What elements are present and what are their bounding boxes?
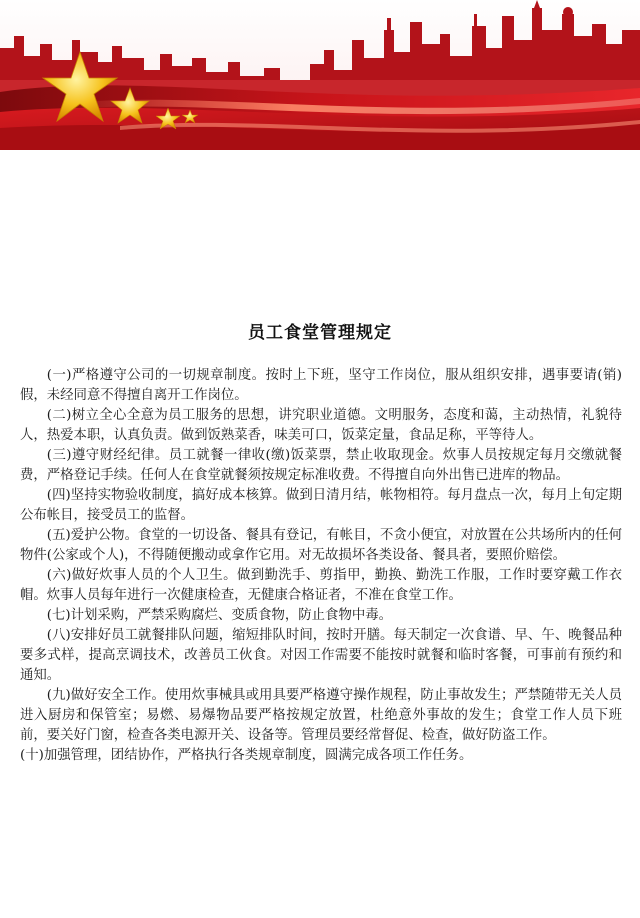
regulation-item-7: (七)计划采购，严禁采购腐烂、变质食物，防止食物中毒。 bbox=[46, 608, 393, 623]
regulation-item-6: (六)做好炊事人员的个人卫生。做到勤洗手、剪指甲，勤换、勤洗工作服，工作时要穿戴工作衣帽。炊事人员每年进行一次健康检查，无健康合格证者，不准在食堂工作。 bbox=[20, 568, 622, 603]
regulation-item-1: (一)严格遵守公司的一切规章制度。按时上下班，坚守工作岗位，服从组织安排，遇事要请(销)假，未经同意不得擅自离开工作岗位。 bbox=[20, 368, 622, 403]
regulation-item-4: (四)坚持实物验收制度，搞好成本核算。做到日清月结，帐物相符。每月盘点一次，每月上旬定期公布帐目，接受员工的监督。 bbox=[20, 488, 622, 523]
regulation-item-3: (三)遵守财经纪律。员工就餐一律收(缴)饭菜票，禁止收取现金。炊事人员按规定每月交缴就餐费，严格登记手续。任何人在食堂就餐须按规定标准收费。不得擅自向外出售已进库的物品。 bbox=[20, 448, 622, 483]
regulation-body bbox=[20, 366, 622, 766]
banner-artwork bbox=[0, 0, 640, 150]
regulation-item-10: (十)加强管理，团结协作，严格执行各类规章制度，圆满完成各项工作任务。 bbox=[20, 748, 473, 763]
regulation-item-9: (九)做好安全工作。使用炊事械具或用具要严格遵守操作规程，防止事故发生；严禁随带无关人员进入厨房和保管室；易燃、易爆物品要严格按规定放置，杜绝意外事故的发生；食堂工作人员下班前，要关好门窗，检查各类电源开关、设备等。管理员要经常督促、检查，做好防盗工作。 bbox=[20, 688, 622, 743]
header-banner bbox=[0, 0, 640, 150]
regulation-item-2: (二)树立全心全意为员工服务的思想，讲究职业道德。文明服务，态度和蔼，主动热情，礼貌待人，热爱本职，认真负责。做到饭熟菜香，味美可口，饭菜定量，食品足称，平等待人。 bbox=[20, 408, 622, 443]
regulation-item-8: (八)安排好员工就餐排队问题，缩短排队时间，按时开膳。每天制定一次食谱、早、午、晚餐品种要多式样，提高烹调技术，改善员工伙食。对因工作需要不能按时就餐和临时客餐，可事前有预约和通知。 bbox=[20, 628, 622, 683]
page-title: 员工食堂管理规定 bbox=[248, 323, 392, 343]
regulation-item-5: (五)爱护公物。食堂的一切设备、餐具有登记，有帐目，不贪小便宜，对放置在公共场所内的任何物件(公家或个人)，不得随便搬动或拿作它用。对无故损坏各类设备、餐具者，要照价赔偿。 bbox=[20, 528, 622, 563]
